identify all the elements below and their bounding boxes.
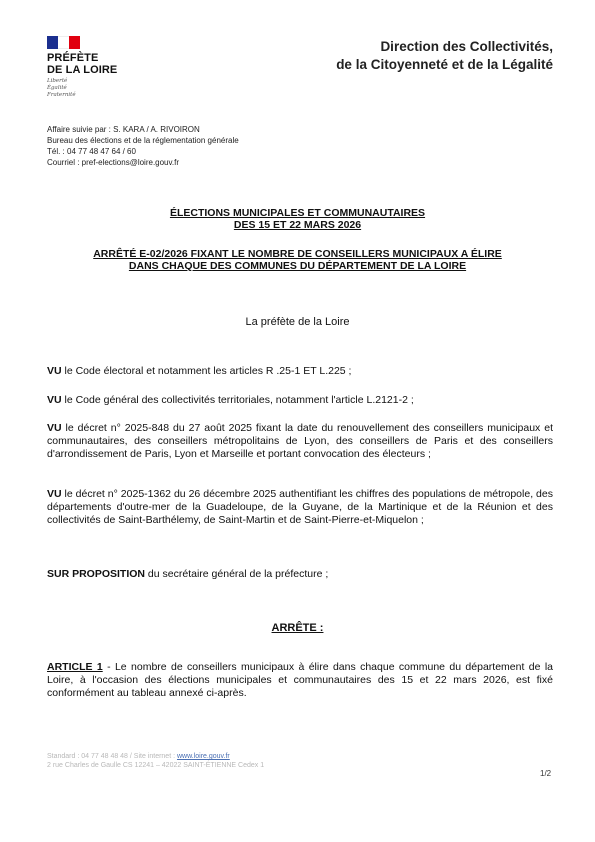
visa-1 xyxy=(47,365,553,378)
vu-label: VU xyxy=(47,488,62,500)
footer-website-link[interactable]: www.loire.gouv.fr xyxy=(176,753,230,760)
contact-block xyxy=(47,124,239,168)
decree-title xyxy=(0,248,595,272)
visa-1-text: le Code électoral et notamment les articles R .25-1 ET L.225 ; xyxy=(61,365,352,377)
visa-3-text: le décret n° 2025-848 du 27 août 2025 fixant la date du renouvellement des conseillers municipaux et communautaires, des conseillers métropolitains de Lyon, des conseillers de Paris et des conseillers d'arrondissement de Paris, Lyon et Marseille et portant convocation des électeurs ; xyxy=(47,422,553,460)
footer-line-1 xyxy=(47,752,264,761)
article-1-text: - Le nombre de conseillers municipaux à élire dans chaque commune du département de la Loire, à l'occasion des élections municipales et communautaires des 15 et 22 mars 2026, est fixé conformément au tableau annexé ci-après. xyxy=(47,661,553,699)
page-number: 1/2 xyxy=(540,769,552,778)
article-1 xyxy=(47,661,553,700)
election-title-line1: ÉLECTIONS MUNICIPALES ET COMMUNAUTAIRES xyxy=(169,207,426,219)
election-title xyxy=(0,207,595,231)
prefecture-logo xyxy=(47,36,137,99)
visa-3 xyxy=(47,422,553,461)
vu-label: VU xyxy=(47,365,62,377)
prefete-heading: La préfète de la Loire xyxy=(245,316,350,328)
decree-title-line1: ARRÊTÉ E-02/2026 FIXANT LE NOMBRE DE CONSEILLERS MUNICIPAUX A ÉLIRE xyxy=(93,248,502,260)
visa-2 xyxy=(47,394,553,407)
republic-motto: Liberté Égalité Fraternité xyxy=(47,78,76,98)
contact-office: Bureau des élections et de la réglementation générale xyxy=(47,136,239,145)
proposition-label: SUR PROPOSITION xyxy=(47,568,146,580)
vu-label: VU xyxy=(47,422,62,434)
decree-title-line2: DANS CHAQUE DES COMMUNES DU DÉPARTEMENT DE LA LOIRE xyxy=(128,260,467,272)
footer-phone: Standard : 04 77 48 48 48 / Site internet : xyxy=(47,753,177,760)
proposition xyxy=(47,568,553,581)
vu-label: VU xyxy=(47,394,62,406)
footer xyxy=(47,752,264,770)
footer-address: 2 rue Charles de Gaulle CS 12241 – 42022 SAINT-ÉTIENNE Cedex 1 xyxy=(47,762,265,769)
direction-title: Direction des Collectivités, de la Citoyenneté et de la Légalité xyxy=(336,39,553,72)
article-1-label: ARTICLE 1 xyxy=(47,661,103,673)
arrete-heading: ARRÊTE : xyxy=(271,622,324,634)
visa-4 xyxy=(47,488,553,527)
contact-followed-by: Affaire suivie par : S. KARA / A. RIVOIRON xyxy=(47,125,200,134)
prefecture-name: PRÉFÈTE DE LA LOIRE xyxy=(47,52,118,76)
visa-4-text: le décret n° 2025-1362 du 26 décembre 2025 authentifiant les chiffres des populations de métropole, des départements d'outre-mer de la Guadeloupe, de la Guyane, de la Martinique et de la Réunion et des collectivités de Saint-Barthélemy, de Saint-Martin et de Saint-Pierre-et-Miquelon ; xyxy=(47,488,553,526)
election-title-line2: DES 15 ET 22 MARS 2026 xyxy=(233,219,362,231)
french-flag-icon xyxy=(47,36,80,49)
contact-phone: Tél. : 04 77 48 47 64 / 60 xyxy=(47,147,136,156)
visa-2-text: le Code général des collectivités territoriales, notamment l'article L.2121-2 ; xyxy=(61,394,414,406)
proposition-text: du secrétaire général de la préfecture ; xyxy=(145,568,329,580)
contact-email: Courriel : pref-elections@loire.gouv.fr xyxy=(47,158,180,167)
